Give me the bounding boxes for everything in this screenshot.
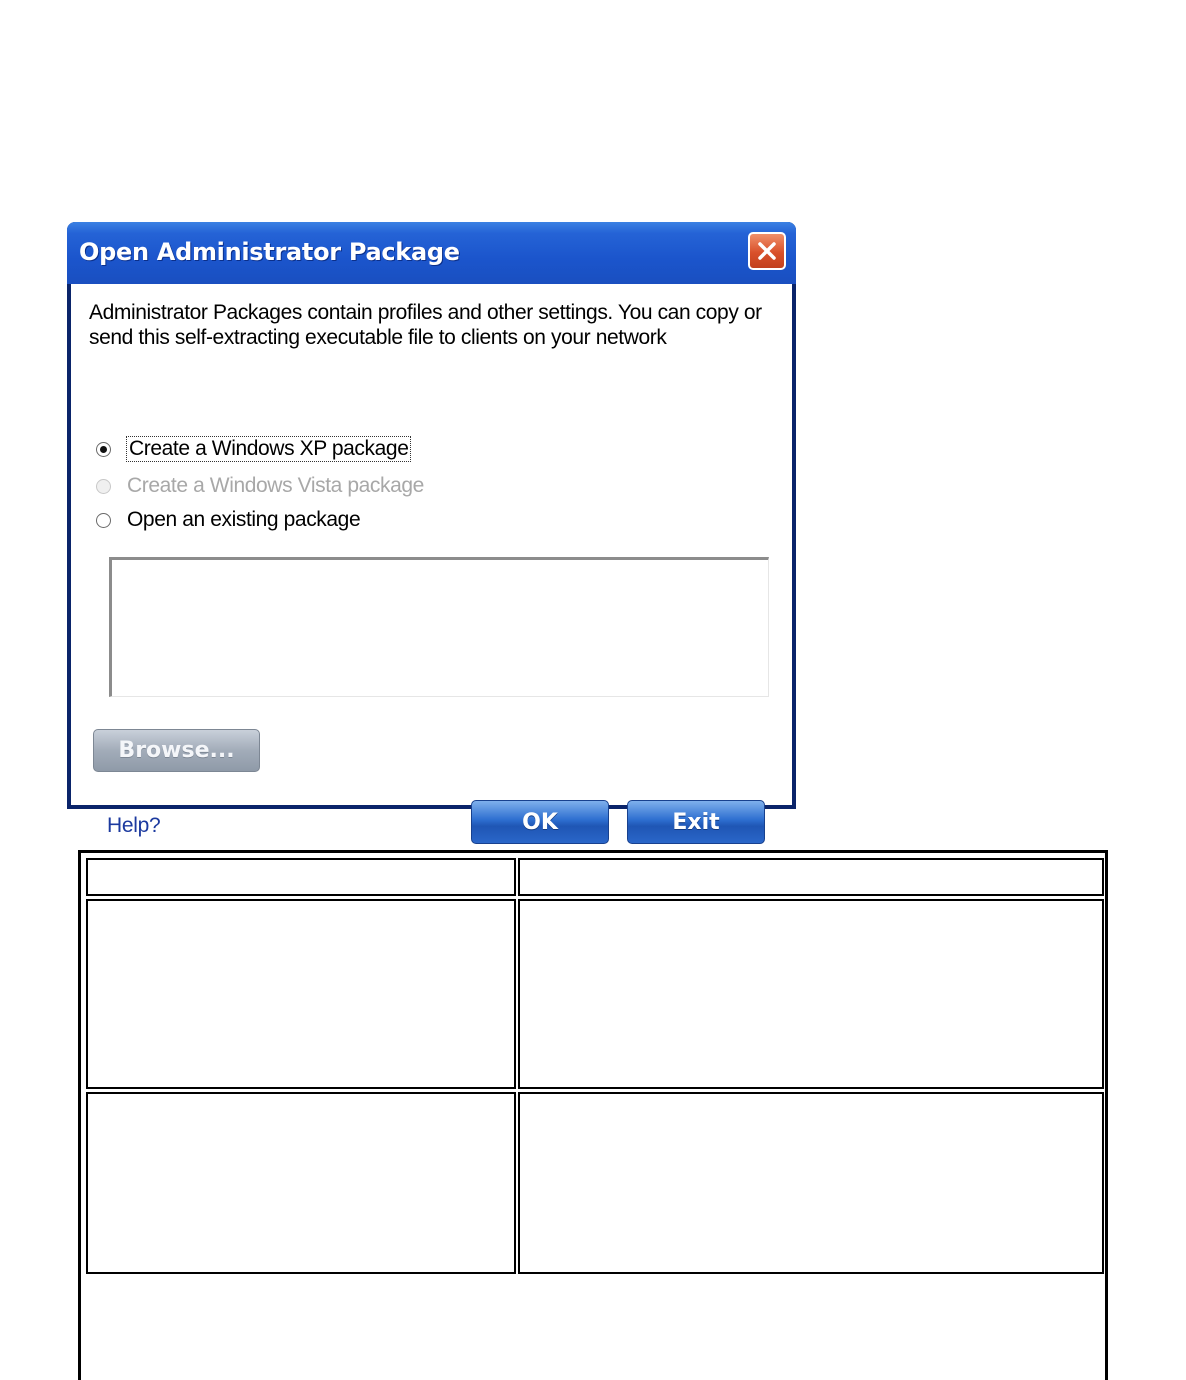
table-cell — [86, 1092, 516, 1274]
radio-vista — [96, 479, 111, 494]
ok-button[interactable]: OK — [471, 800, 609, 844]
close-button[interactable] — [748, 232, 786, 270]
dialog-title: Open Administrator Package — [79, 238, 460, 266]
table-cell — [518, 858, 1104, 896]
empty-table — [78, 850, 1108, 1380]
open-administrator-package-dialog — [67, 222, 796, 837]
package-path-field[interactable] — [109, 557, 769, 697]
table-cell — [86, 899, 516, 1089]
close-icon — [756, 240, 778, 262]
table-cell — [518, 1092, 1104, 1274]
option-xp-label: Create a Windows XP package — [129, 437, 409, 460]
exit-button[interactable]: Exit — [627, 800, 765, 844]
table-cell — [86, 858, 516, 896]
title-bar[interactable] — [67, 222, 796, 284]
table-cell — [518, 899, 1104, 1089]
radio-open-existing[interactable] — [96, 513, 111, 528]
dialog-body — [71, 284, 792, 837]
intro-text: Administrator Packages contain profiles and other settings. You can copy or send this self-extracting executable file to clients on your network — [89, 301, 762, 349]
option-open-existing-label: Open an existing package — [127, 508, 361, 531]
option-xp-package[interactable] — [96, 434, 410, 464]
option-vista-label: Create a Windows Vista package — [127, 474, 424, 497]
help-link[interactable]: Help? — [107, 814, 161, 837]
option-open-existing[interactable] — [96, 505, 360, 535]
browse-button[interactable]: Browse... — [93, 729, 260, 772]
radio-xp[interactable] — [96, 442, 111, 457]
option-vista-package — [96, 471, 424, 501]
